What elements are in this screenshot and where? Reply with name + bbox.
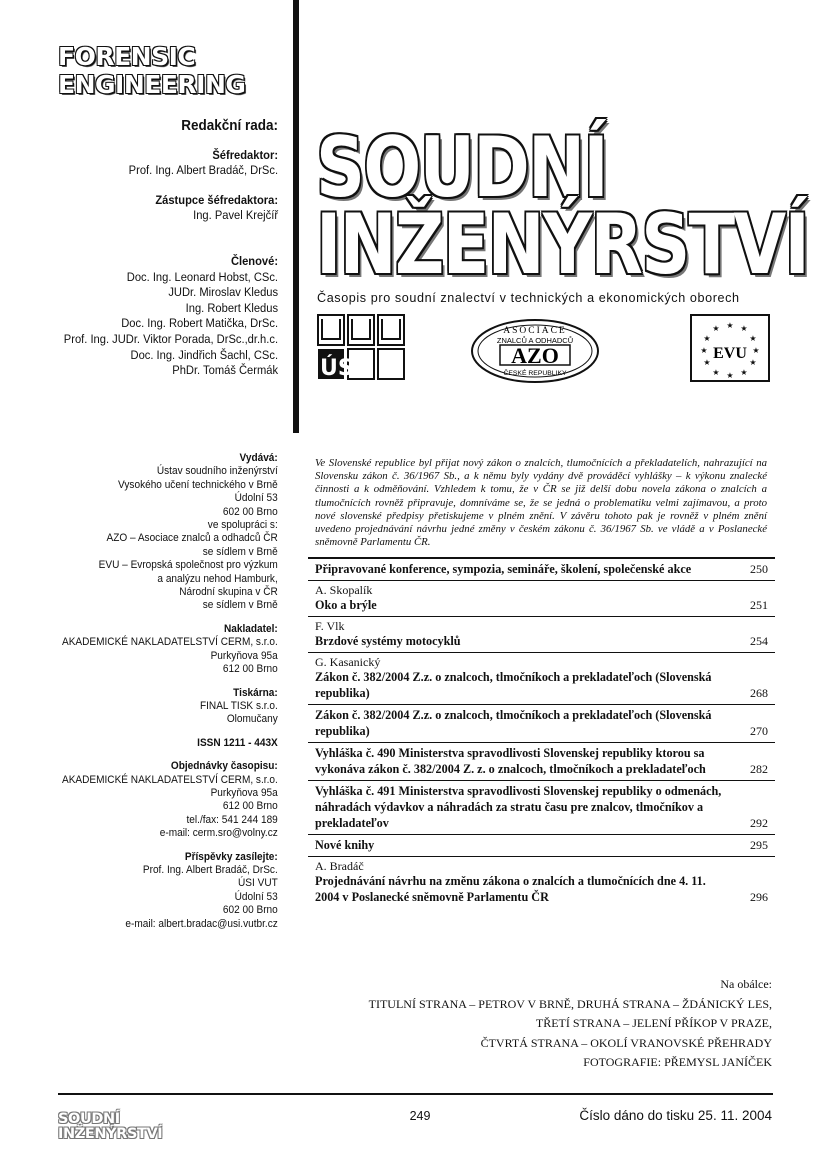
toc-entry[interactable] [308, 705, 775, 743]
printer-line: Olomučany [227, 713, 278, 726]
svg-text:★: ★ [712, 368, 720, 377]
contrib-line: Údolní 53 [234, 890, 278, 903]
azo-logo [470, 318, 600, 384]
issued-label: Vydává: [239, 452, 278, 464]
issn: ISSN 1211 - 443X [197, 736, 278, 749]
member: JUDr. Miroslav Kledus [168, 285, 278, 300]
table-of-contents [308, 455, 775, 908]
toc-entry[interactable] [308, 581, 775, 617]
orders-label: Objednávky časopisu: [171, 760, 278, 773]
azo-mid-text: ZNALCŮ A ODHADCŮ [496, 336, 574, 345]
issued-line: a analýzu nehod Hamburk, [157, 572, 278, 585]
svg-text:★: ★ [703, 358, 711, 367]
vertical-rule [293, 0, 299, 433]
member: Doc. Ing. Robert Matička, DrSc. [121, 316, 278, 331]
azo-top-text: ASOCIACE [503, 326, 567, 336]
toc-author: A. Bradáč [315, 859, 364, 873]
toc-author: F. Vlk [315, 619, 345, 633]
issued-line: Národní skupina v ČR [179, 586, 278, 599]
member: Doc. Ing. Leonard Hobst, CSc. [126, 269, 278, 284]
toc-page: 295 [750, 838, 768, 852]
toc-entry[interactable] [308, 617, 775, 653]
publisher-line: AKADEMICKÉ NAKLADATELSTVÍ CERM, s.r.o. [62, 636, 278, 649]
svg-text:★: ★ [752, 346, 760, 355]
toc-title: Projednávání návrhu na změnu zákona o znalcích a tlumočnících dne 4. 11. 2004 v Poslanecké sněmovně Parlamentu ČR [315, 874, 706, 904]
toc-entry[interactable] [308, 743, 775, 781]
printer-line: FINAL TISK s.r.o. [200, 699, 278, 712]
chief-editor: Prof. Ing. Albert Bradáč, DrSc. [128, 163, 278, 178]
member: Doc. Ing. Jindřich Šachl, CSc. [130, 347, 278, 362]
toc-entry[interactable] [308, 857, 775, 908]
svg-text:★: ★ [749, 334, 757, 343]
printer-label: Tiskárna: [233, 686, 278, 699]
svg-text:★: ★ [700, 346, 708, 355]
svg-text:★: ★ [749, 358, 757, 367]
publisher-info [62, 452, 278, 931]
footer-logo-line-1: SOUDNÍ [58, 1111, 120, 1127]
toc-page: 296 [750, 890, 768, 904]
svg-text:★: ★ [740, 368, 748, 377]
contrib-line: Prof. Ing. Albert Bradáč, DrSc. [143, 863, 278, 876]
cover-line: TŘETÍ STRANA – JELENÍ PŘÍKOP V PRAZE, [535, 1016, 772, 1030]
toc-entry[interactable] [308, 781, 775, 835]
title-line-2: INŽENÝRSTVÍ [316, 196, 809, 293]
board-heading: Redakční rada: [181, 117, 278, 134]
members-label: Členové: [230, 253, 278, 268]
issued-line: ve spolupráci s: [208, 519, 278, 532]
cover-credits [369, 975, 772, 1073]
azo-big-text: AZO [511, 343, 559, 368]
cover-line: ČTVRTÁ STRANA – OKOLÍ VRANOVSKÉ PŘEHRADY [480, 1035, 772, 1050]
footer-logo-line-2: INŽENÝRSTVÍ [58, 1126, 163, 1142]
contrib-email[interactable]: e-mail: albert.bradac@usi.vutbr.cz [125, 917, 278, 930]
contrib-line: 602 00 Brno [223, 904, 278, 917]
toc-intro: Ve Slovenské republice byl přijat nový zákon o znalcích, tlumočnících a překladatelích, nahrazující na Slovensku zákon č. 36/1967 Sb., a k němu byly vydány dvě prováděcí vyhlášky – k výkonu znalecké činnosti a k odměňování. Vzhledem k tomu, že v ČR se již delší dobu novela zákona o znalcích a tlumočnících rovněž připravuje, domníváme se, že se jedná o problematiku velmi zajímavou, a proto nové slovenské předpisy přetiskujeme v plném znění. V závěru tohoto pak je rovněž v plném znění uvedeno projednávání návrhu jedné změny v českém zákonu č. 36/1967 Sb. ve vládě a v Poslanecké sněmovně Parlamentu ČR. [308, 455, 775, 559]
member: PhDr. Tomáš Čermák [172, 363, 278, 378]
orders-line: AKADEMICKÉ NAKLADATELSTVÍ CERM, s.r.o. [62, 773, 278, 786]
toc-page: 292 [750, 816, 768, 830]
footer-logo [58, 1112, 162, 1142]
toc-page: 268 [750, 686, 768, 700]
toc-author: G. Kasanický [315, 655, 381, 669]
toc-title: Vyhláška č. 490 Ministerstva spravodlivosti Slovenskej republiky ktorou sa vykonáva zákon č. 382/2004 Z. z. o znalcoch, tlmočníkoch a prekladateľoch [315, 746, 706, 776]
member: Prof. Ing. JUDr. Viktor Porada, DrSc.,dr.h.c. [63, 331, 278, 346]
usi-text: ÚSI [320, 356, 362, 381]
deputy-editor: Ing. Pavel Krejčíř [193, 208, 278, 223]
issued-line: Ústav soudního inženýrství [157, 465, 278, 478]
editorial-board [64, 118, 278, 379]
contrib-line: ÚSI VUT [238, 877, 278, 890]
cover-line: FOTOGRAFIE: PŘEMYSL JANÍČEK [583, 1055, 772, 1069]
toc-title: Zákon č. 382/2004 Z.z. o znalcoch, tlmočníkoch a prekladateľoch (Slovenská republika) [315, 708, 712, 738]
publisher-line: Purkyňova 95a [210, 649, 278, 662]
journal-subtitle: Časopis pro soudní znalectví v technických a ekonomických oborech [317, 291, 740, 305]
toc-title: Vyhláška č. 491 Ministerstva spravodlivosti Slovenskej republiky o odmenách, náhradách výdavkov a náhradách za stratu času pre znalcov, tlmočníkov a prekladateľov [315, 784, 722, 830]
fe-line-2: ENGINEERING [58, 70, 246, 99]
toc-title: Nové knihy [315, 838, 375, 852]
issued-line: EVU – Evropská společnost pro výzkum [98, 559, 278, 572]
toc-page: 251 [750, 598, 768, 612]
print-date: Číslo dáno do tisku 25. 11. 2004 [579, 1108, 772, 1123]
deputy-editor-label: Zástupce šéfredaktora: [155, 192, 278, 207]
svg-text:★: ★ [712, 324, 720, 333]
orders-line: Purkyňova 95a [210, 786, 278, 799]
toc-title: Oko a brýle [315, 598, 377, 612]
toc-author: A. Skopalík [315, 583, 373, 597]
toc-entry[interactable] [308, 835, 775, 857]
toc-title: Brzdové systémy motocyklů [315, 634, 461, 648]
fe-line-1: FORENSIC [58, 42, 196, 71]
issued-line: Vysokého učení technického v Brně [118, 478, 278, 491]
toc-page: 282 [750, 762, 768, 776]
chief-editor-label: Šéfredaktor: [212, 147, 278, 162]
forensic-engineering-title [58, 43, 245, 99]
toc-page: 270 [750, 724, 768, 738]
member: Ing. Robert Kledus [185, 300, 278, 315]
evu-logo [690, 314, 770, 382]
toc-title: Zákon č. 382/2004 Z.z. o znalcoch, tlmočníkoch a prekladateľoch (Slovenská republika) [315, 670, 712, 700]
title-line-1: SOUDNÍ [316, 119, 608, 216]
cover-label: Na obálce: [720, 977, 772, 991]
issued-line: se sídlem v Brně [203, 599, 278, 612]
orders-email[interactable]: e-mail: cerm.sro@volny.cz [159, 827, 278, 840]
toc-entry[interactable] [308, 559, 775, 581]
toc-page: 254 [750, 634, 768, 648]
footer-rule [58, 1093, 773, 1095]
svg-text:★: ★ [740, 324, 748, 333]
svg-text:★: ★ [726, 321, 734, 330]
issued-line: 602 00 Brno [223, 505, 278, 518]
issued-line: Údolní 53 [234, 492, 278, 505]
publisher-line: 612 00 Brno [223, 663, 278, 676]
page-number: 249 [409, 1109, 431, 1123]
issued-line: AZO – Asociace znalců a odhadců ČR [106, 532, 278, 545]
usi-logo [316, 313, 406, 381]
toc-entry[interactable] [308, 653, 775, 705]
contributions-label: Příspěvky zasílejte: [185, 850, 278, 863]
cover-line: TITULNÍ STRANA – PETROV V BRNĚ, DRUHÁ STRANA – ŽDÁNICKÝ LES, [368, 996, 772, 1011]
svg-text:★: ★ [726, 371, 734, 380]
azo-bottom-text: ČESKÉ REPUBLIKY [503, 370, 567, 377]
evu-text: EVU [713, 345, 747, 362]
issued-line: se sídlem v Brně [203, 545, 278, 558]
svg-text:★: ★ [703, 334, 711, 343]
publisher-label: Nakladatel: [224, 622, 278, 635]
orders-line: 612 00 Brno [223, 800, 278, 813]
orders-line: tel./fax: 541 244 189 [186, 813, 278, 826]
toc-title: Připravované konference, sympozia, semináře, školení, společenské akce [315, 562, 692, 576]
toc-page: 250 [750, 562, 768, 576]
